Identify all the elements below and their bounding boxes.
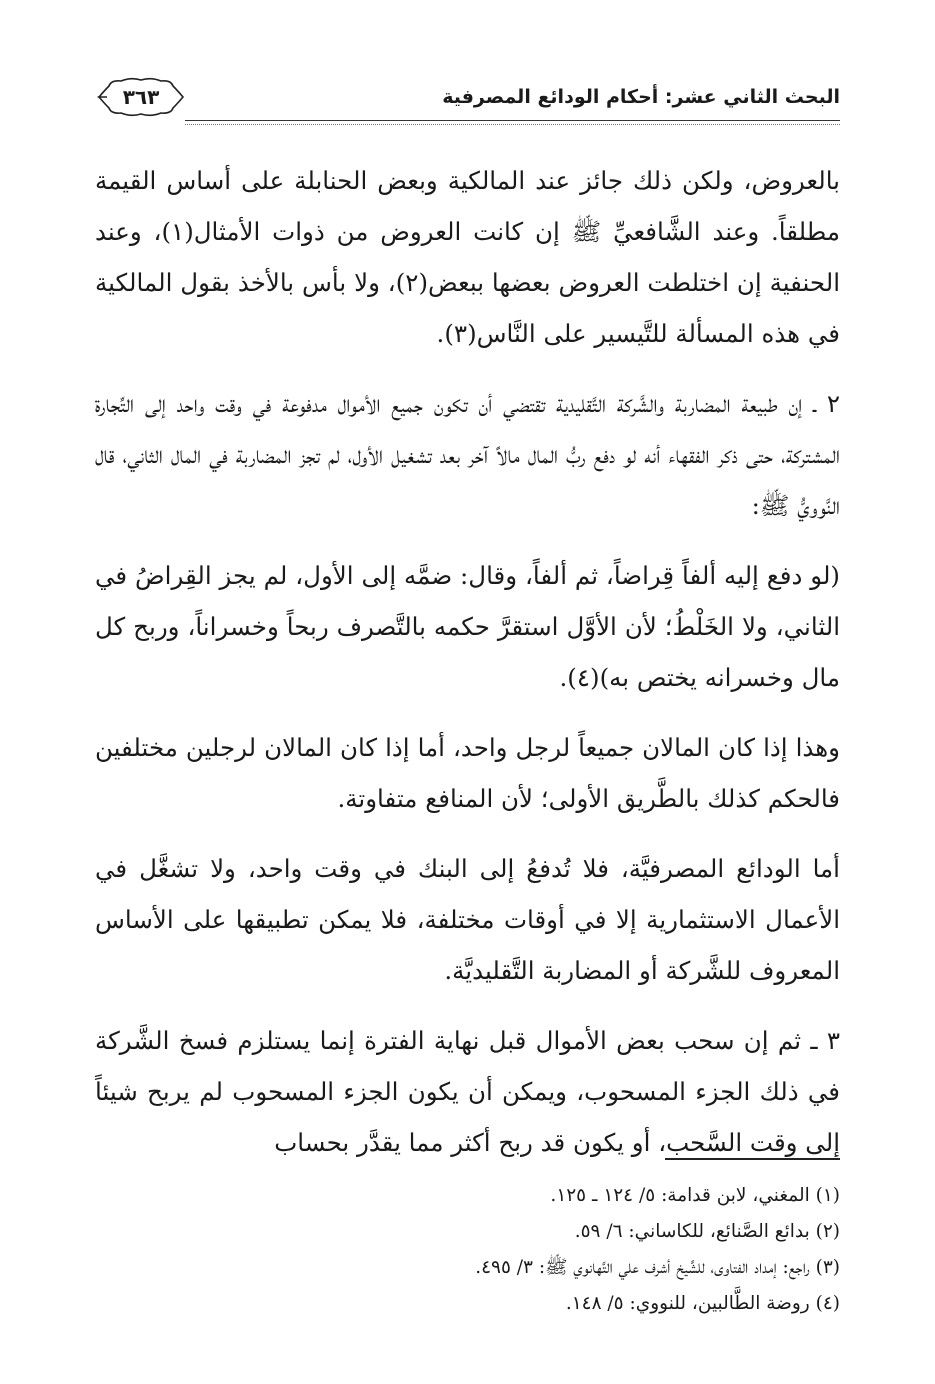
paragraph-2: ٢ ـ إن طبيعة المضاربة والشَّركة التَّقليدية تقتضي أن تكون جميع الأموال مدفوعة في وقت واحد إلى التِّجارة المشتركة، حتى ذكر الفقهاء أنه لو دفع ربُّ المال مالاً آخر بعد تشغيل الأول، لم تجز المضاربة في المال الثاني، قال النَّوويُّ ﷺ: xyxy=(95,389,840,520)
body-text xyxy=(95,155,840,1187)
footnote-1: (١) المغني، لابن قدامة: ٥/ ١٢٤ ـ ١٢٥. xyxy=(550,1185,840,1206)
header-rule-dotted xyxy=(185,124,840,125)
page-header xyxy=(95,70,840,126)
header-rule xyxy=(185,120,840,121)
footnote-2: (٢) بدائع الصَّنائع، للكاساني: ٦/ ٥٩. xyxy=(574,1221,840,1242)
paragraph-5: أما الودائع المصرفيَّة، فلا تُدفعُ إلى البنك في وقت واحد، ولا تشغَّل في الأعمال الاستثمارية إلا في أوقات مختلفة، فلا يمكن تطبيقها على الأساس المعروف للشَّركة أو المضاربة التَّقليديَّة. xyxy=(95,854,840,985)
paragraph-1: بالعروض، ولكن ذلك جائز عند المالكية وبعض الحنابلة على أساس القيمة مطلقاً. وعند الشَّافعيِّ ﷺ إن كانت العروض من ذوات الأمثال(١)، وعند الحنفية إن اختلطت العروض بعضها ببعض(٢)، ولا بأس بالأخذ بقول المالكية في هذه المسألة للتَّيسير على النَّاس(٣). xyxy=(95,166,840,348)
footnote-4: (٤) روضة الطَّالبين، للنووي: ٥/ ١٤٨. xyxy=(565,1293,840,1314)
footnote-separator xyxy=(665,1158,840,1160)
quote-paragraph: (لو دفع إليه ألفاً قِراضاً، ثم ألفاً، وقال: ضمَّه إلى الأول، لم يجز القِراضُ في الثاني، ولا الخَلْطُ؛ لأن الأوَّل استقرَّ حكمه بالتَّصرف ربحاً وخسراناً، وربح كل مال وخسرانه يختص به)(٤). xyxy=(95,561,840,692)
page-number-ornament xyxy=(97,76,185,118)
running-title: البحث الثاني عشر: أحكام الودائع المصرفية xyxy=(442,86,840,108)
page-number: ٣٦٣ xyxy=(122,85,160,109)
paragraph-4: وهذا إذا كان المالان جميعاً لرجل واحد، أما إذا كان المالان لرجلين مختلفين فالحكم كذلك بالطَّريق الأولى؛ لأن المنافع متفاوتة. xyxy=(95,733,840,813)
footnotes xyxy=(95,1178,840,1322)
paragraph-6: ٣ ـ ثم إن سحب بعض الأموال قبل نهاية الفترة إنما يستلزم فسخ الشَّركة في ذلك الجزء المسحوب، ويمكن أن يكون الجزء المسحوب لم يربح شيئاً إلى وقت السَّحب، أو يكون قد ربح أكثر مما يقدَّر بحساب xyxy=(95,1026,840,1157)
footnote-3: (٣) راجع: إمداد الفتاوى، للشَّيخ أشرف علي التَّهانوي ﷺ: ٣/ ٤٩٥. xyxy=(475,1257,840,1278)
